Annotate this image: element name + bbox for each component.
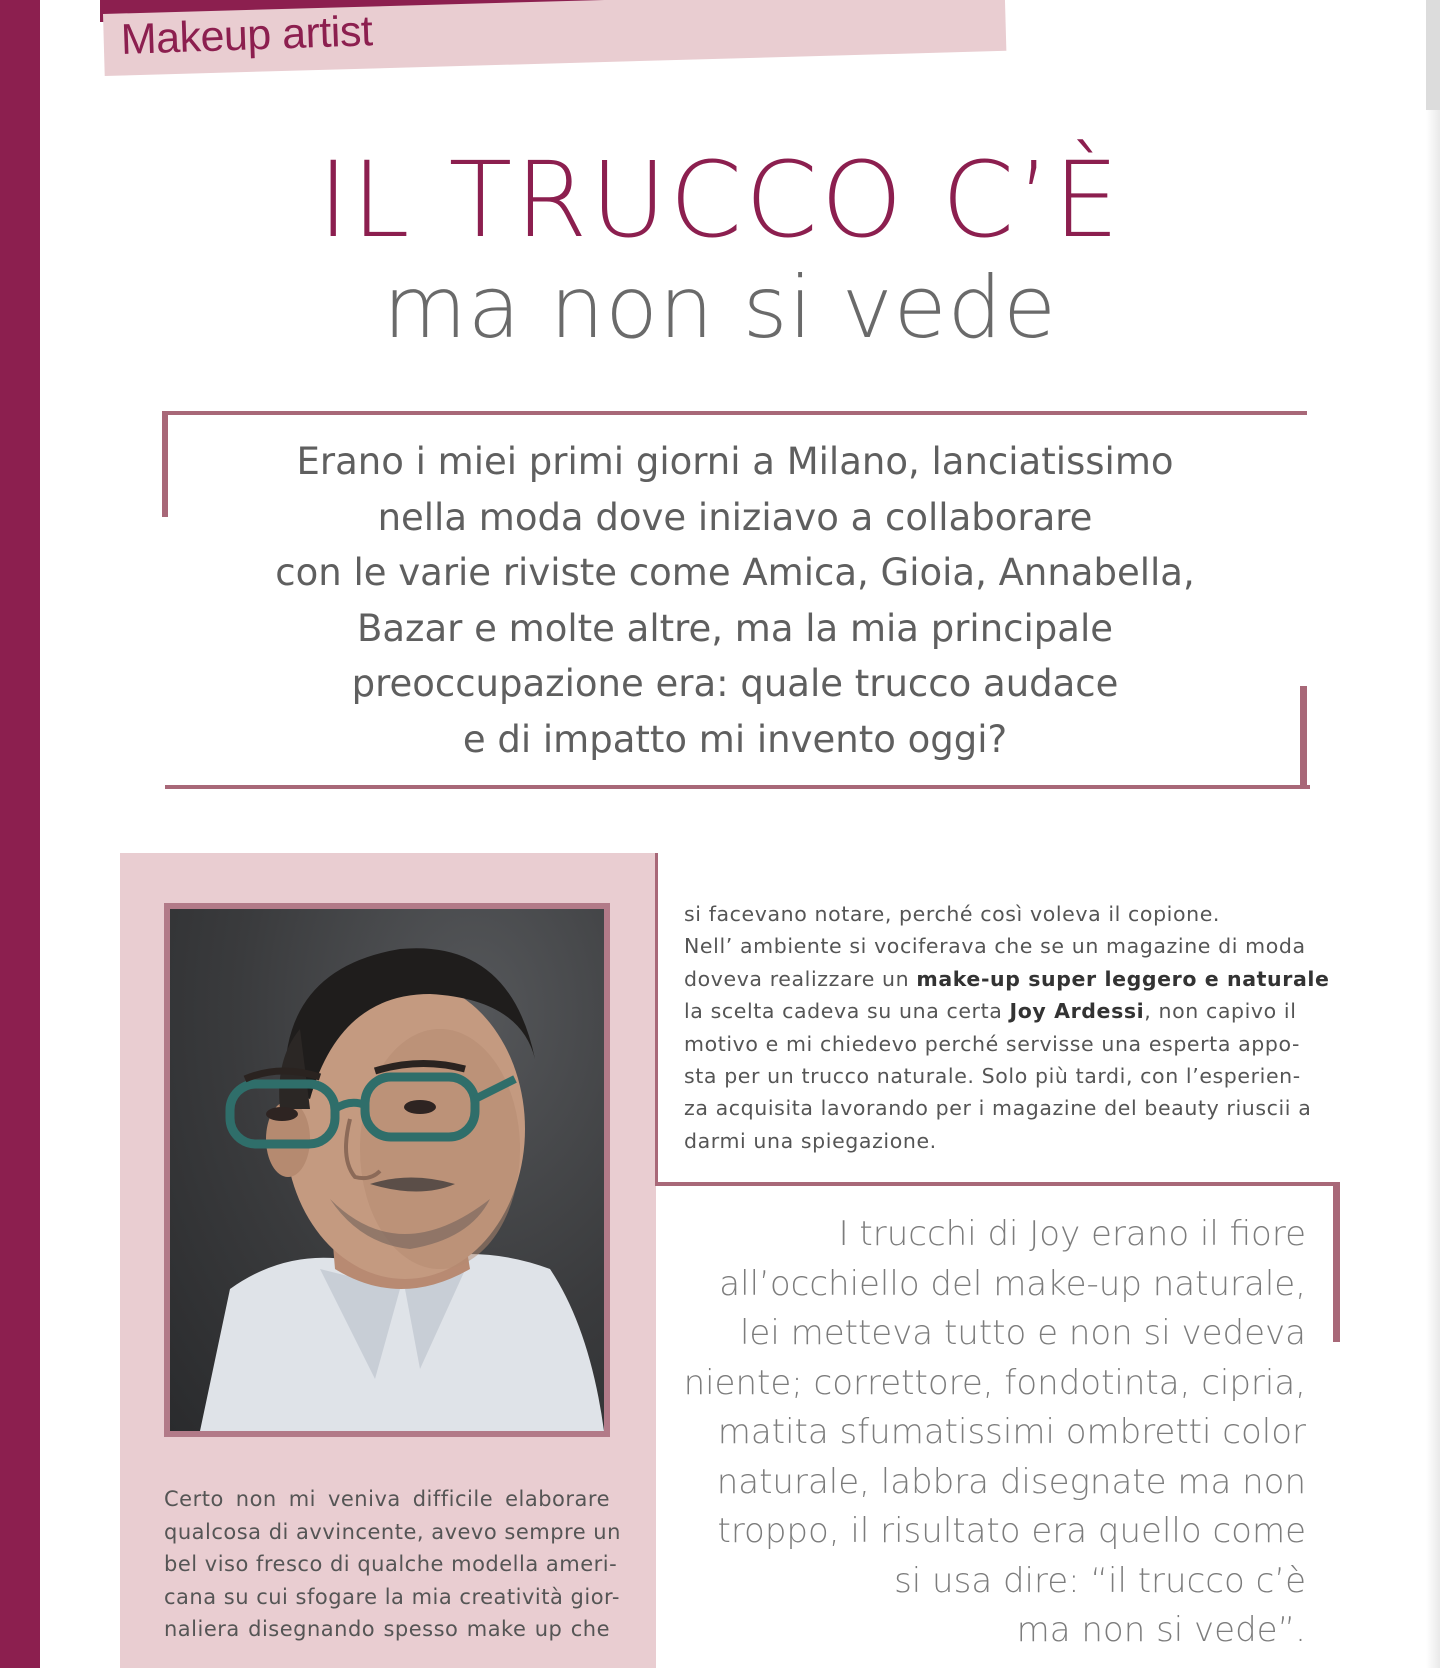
right-column-text	[684, 898, 1330, 1157]
pull-quote-line: matita sfumatissimi ombretti color	[717, 1412, 1306, 1452]
portrait-illustration	[170, 909, 604, 1431]
page-edge-top	[1426, 0, 1440, 110]
intro-quote-line: preoccupazione era: quale trucco audace	[351, 662, 1119, 705]
headline: IL TRUCCO C’È	[317, 139, 1123, 261]
pull-quote-line: ma non si vede”.	[1016, 1610, 1306, 1650]
pull-quote-line: niente; correttore, fondotinta, cipria,	[683, 1362, 1306, 1403]
left-column-line: qualcosa di avvincente, avevo sempre un	[164, 1519, 621, 1544]
right-column-line	[684, 963, 1330, 995]
pull-quote-line: I trucchi di Joy erano il fiore	[838, 1214, 1306, 1254]
quote-frame-left	[162, 411, 168, 517]
subheadline: ma non si vede	[382, 258, 1058, 358]
portrait-photo	[170, 909, 604, 1431]
intro-quote-line: Bazar e molte altre, ma la mia principale	[357, 606, 1113, 650]
pull-quote-line: si usa dire: “il trucco c’è	[894, 1560, 1306, 1601]
right-column-line: darmi una spiegazione.	[684, 1128, 937, 1153]
left-column-line: cana su cui sfogare la mia creatività gior-	[164, 1584, 620, 1609]
left-column-line: bel viso fresco di qualche modella ameri-	[164, 1552, 618, 1576]
pull-quote	[640, 1210, 1306, 1656]
right-column-line: za acquisita lavorando per i magazine del beauty riuscii a	[684, 1096, 1312, 1121]
left-column-line: naliera disegnando spesso make up che	[164, 1617, 610, 1641]
bold-name: Joy Ardessi	[1009, 999, 1145, 1024]
column-divider	[655, 853, 658, 1185]
left-column-line: Certo non mi veniva difficile elaborare	[164, 1487, 610, 1511]
quote-frame-bottom	[165, 785, 1310, 789]
section-tag: Makeup artist	[120, 7, 374, 64]
pull-quote-line: lei metteva tutto e non si vedeva	[739, 1313, 1306, 1353]
portrait-frame	[164, 903, 610, 1437]
intro-quote-line: con le varie riviste come Amica, Gioia, Annabella,	[275, 551, 1195, 594]
quote-frame-top	[162, 411, 1307, 415]
pull-quote-frame-right	[1333, 1182, 1340, 1342]
right-column-line: Nell’ ambiente si vociferava che se un magazine di moda	[684, 934, 1306, 959]
intro-quote-line: nella moda dove iniziavo a collaborare	[377, 495, 1093, 539]
pull-quote-line: all’occhiello del make-up naturale,	[719, 1263, 1306, 1304]
text-run: la scelta cadeva su una certa	[684, 999, 1010, 1024]
quote-frame-right	[1300, 686, 1307, 789]
right-column-line	[684, 995, 1306, 1027]
right-column-line: sta per un trucco naturale. Solo più tardi, con l’esperien-	[684, 1064, 1301, 1089]
intro-quote-line: e di impatto mi invento oggi?	[462, 717, 1008, 761]
text-run: , non capivo il	[1144, 999, 1297, 1024]
bold-phrase: make-up super leggero e naturale	[916, 966, 1330, 991]
pull-quote-line: naturale, labbra disegnate ma non	[716, 1461, 1306, 1502]
right-column-line: si facevano notare, perché così voleva il copione.	[684, 902, 1221, 926]
text-run: doveva realizzare un	[684, 966, 917, 991]
pull-quote-line: troppo, il risultato era quello come	[717, 1511, 1306, 1551]
intro-quote-line: Erano i miei primi giorni a Milano, lanciatissimo	[296, 440, 1174, 483]
left-column-text	[164, 1483, 621, 1646]
intro-quote	[170, 434, 1300, 767]
right-column-line: motivo e mi chiedevo perché servisse una esperta appo-	[684, 1031, 1300, 1056]
pull-quote-frame-top	[655, 1182, 1340, 1186]
